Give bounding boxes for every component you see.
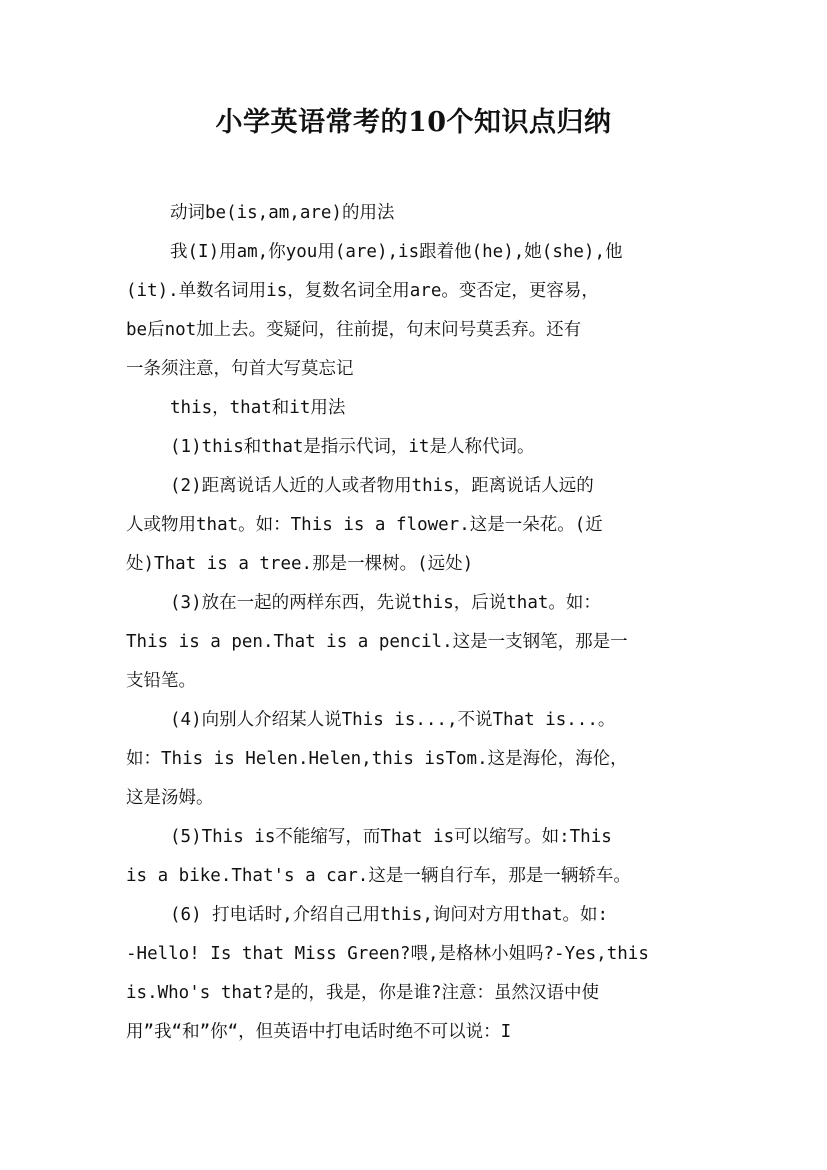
paragraph-line: 我(I)用am,你you用(are),is跟着他(he),她(she),他	[170, 242, 623, 262]
paragraph-line: is.Who's that?是的，我是，你是谁?注意：虽然汉语中使	[126, 983, 600, 1003]
paragraph-line: 如：This is Helen.Helen,this isTom.这是海伦，海伦，	[126, 749, 628, 769]
paragraph-line: 支铅笔。	[126, 671, 196, 691]
paragraph-line: 用”我“和”你“，但英语中打电话时绝不可以说：I	[126, 1022, 512, 1042]
paragraph-line: (1)this和that是指示代词，it是人称代词。	[170, 437, 535, 457]
paragraph-line: 一条须注意，句首大写莫忘记	[126, 359, 354, 379]
paragraph-line: -Hello! Is that Miss Green?喂,是格林小姐吗?-Yes,this	[126, 944, 649, 964]
paragraph-line: (5)This is不能缩写，而That is可以缩写。如:This	[170, 827, 612, 847]
paragraph-line: (it).单数名词用is，复数名词全用are。变否定，更容易，	[126, 281, 599, 301]
document-title: 小学英语常考的10个知识点归纳	[215, 107, 612, 138]
section-heading-be-verb: 动词be(is,am,are)的用法	[170, 203, 395, 223]
paragraph-line: 这是汤姆。	[126, 788, 214, 808]
paragraph-line: (6) 打电话时,介绍自己用this,询问对方用that。如:	[170, 905, 609, 925]
paragraph-line: is a bike.That's a car.这是一辆自行车，那是一辆轿车。	[126, 866, 631, 886]
paragraph-line: 处)That is a tree.那是一棵树。(远处)	[126, 554, 474, 574]
section-heading-this-that-it: this，that和it用法	[170, 398, 346, 418]
paragraph-line: (2)距离说话人近的人或者物用this，距离说话人远的	[170, 476, 594, 496]
paragraph-line: be后not加上去。变疑问，往前提，句末问号莫丢弃。还有	[126, 320, 582, 340]
paragraph-line: (4)向别人介绍某人说This is...,不说That is...。	[170, 710, 616, 730]
document-body	[126, 194, 716, 1052]
paragraph-line: 人或物用that。如：This is a flower.这是一朵花。(近	[126, 515, 603, 535]
paragraph-line: (3)放在一起的两样东西，先说this，后说that。如：	[170, 593, 601, 613]
paragraph-line: This is a pen.That is a pencil.这是一支钢笔，那是一	[126, 632, 628, 652]
